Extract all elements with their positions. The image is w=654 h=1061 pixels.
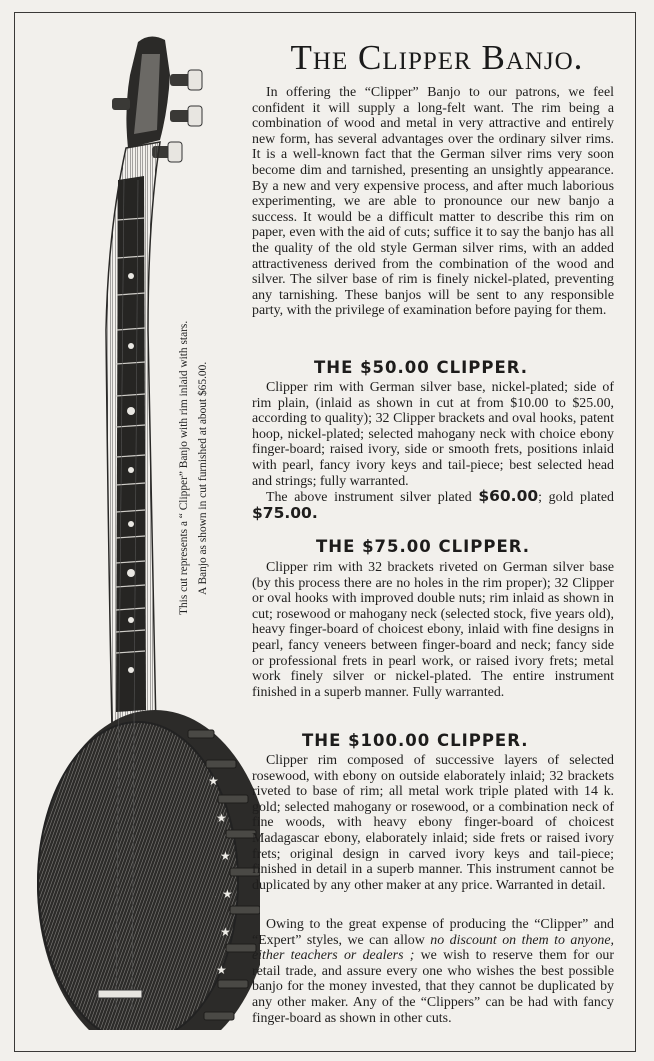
- section-body-50-text: Clipper rim with German silver base, nickel-plated; side of rim plain, (inlaid as shown in cut at from $10.00 to $25.00, according to quality); 32 Clipper brackets and oval hooks, patent hoop, nickel-plated; selected mahogany neck with choice ebony finger-board; raised ivory, side or smooth frets, positions inlaid with pearl, fancy ivory keys and tail-piece; best selected head and strings; fully warranted.: [252, 380, 614, 489]
- svg-text:★: ★: [208, 774, 219, 788]
- caption-line-1: This cut represents a “ Clipper” Banjo with rim inlaid with stars.: [178, 320, 190, 615]
- closing-text-2: we wish to reserve them for our retail trade, and assure every one who wishes the best possible banjo for the money invested, that they cannot be duplicated by any other maker. Any of the “Clippers” can be had with fancy finger-board as shown in other cuts.: [252, 948, 614, 1026]
- section-body-75: [252, 560, 614, 700]
- closing-paragraph: [252, 917, 614, 1026]
- closing-text-1: Owing to the great expense of producing the “Clipper” and “Expert” styles, we can allow: [252, 917, 614, 948]
- banjo-illustration: [20, 30, 260, 1030]
- section-body-100-text: Clipper rim composed of successive layers of selected rosewood, with ebony on outside elaborately inlaid; 32 brackets riveted to base of rim; all metal work triple plated with 14 k. gold; selected mahogany or rosewood, or a combination neck of fine woods, with heavy ebony finger-board of choicest Madagascar ebony, elaborately inlaid; side frets or raised ivory frets; original design in carved ivory keys and tail-piece; finished in detail in a superb manner. This instrument cannot be duplicated by any other maker at any price. Warranted in detail.: [252, 753, 614, 893]
- caption-line-2: A Banjo as shown in cut furnished at about $65.00.: [197, 361, 209, 595]
- section-body-75-text: Clipper rim with 32 brackets riveted on German silver base (by this process there are no holes in the rim proper); 32 Clipper or oval hooks with improved double nuts; rim inlaid as shown in cut; rosewood or mahogany neck (selected stock, five years old), heavy finger-board of choicest ebony, inlaid with fine designs in pearl, fancy veneers between finger-board and neck; fancy side or professional frets in pearl work, or raised ivory frets; metal work finely silver or nickel-plated. The entire instrument finished in a superb manner. Fully warranted.: [252, 560, 614, 700]
- section-heading-100: THE $100.00 CLIPPER.: [302, 731, 529, 750]
- gold-plated-price: $75.00.: [252, 503, 318, 522]
- section-heading-50: THE $50.00 CLIPPER.: [314, 358, 528, 377]
- svg-text:★: ★: [216, 811, 227, 825]
- closing-italic: no discount on them to anyone, either teachers or dealers ;: [252, 932, 614, 964]
- svg-text:★: ★: [220, 925, 231, 939]
- section-body-100: [252, 753, 614, 893]
- section-body-50: [252, 380, 614, 522]
- svg-text:★: ★: [216, 963, 227, 977]
- silver-plated-price: $60.00: [478, 487, 539, 506]
- illustration-caption: [175, 195, 213, 615]
- page-title: The Clipper Banjo.: [290, 38, 584, 77]
- silver-plated-text: The above instrument silver plated: [266, 490, 472, 506]
- gold-plated-text: ; gold plated: [538, 490, 614, 506]
- section-heading-75: THE $75.00 CLIPPER.: [316, 537, 530, 556]
- svg-text:★: ★: [222, 887, 233, 901]
- intro-text: In offering the “Clipper” Banjo to our patrons, we feel confident it will supply a long-felt want. The rim being a combination of wood and metal in very attractive and entirely new form, has several advantages over the ordinary silver rims. It is a well-known fact that the German silver rims very soon become dim and tarnished, presenting an unsightly appearance. By a new and very expensive process, and after much laborious experimenting, we are able to pronounce our new banjo a success. It would be a difficult matter to describe this rim on paper, even with the aid of cuts; suffice it to say the banjo has all the quality of the old style German silver rims, with an added attractiveness derived from the combination of the wood and silver. The silver base of rim is finely nickel-plated, preventing any tarnishing. These banjos will be sent to any responsible party, with the privilege of examination before paying for them.: [252, 85, 614, 319]
- svg-text:★: ★: [220, 849, 231, 863]
- intro-paragraph: [252, 85, 614, 319]
